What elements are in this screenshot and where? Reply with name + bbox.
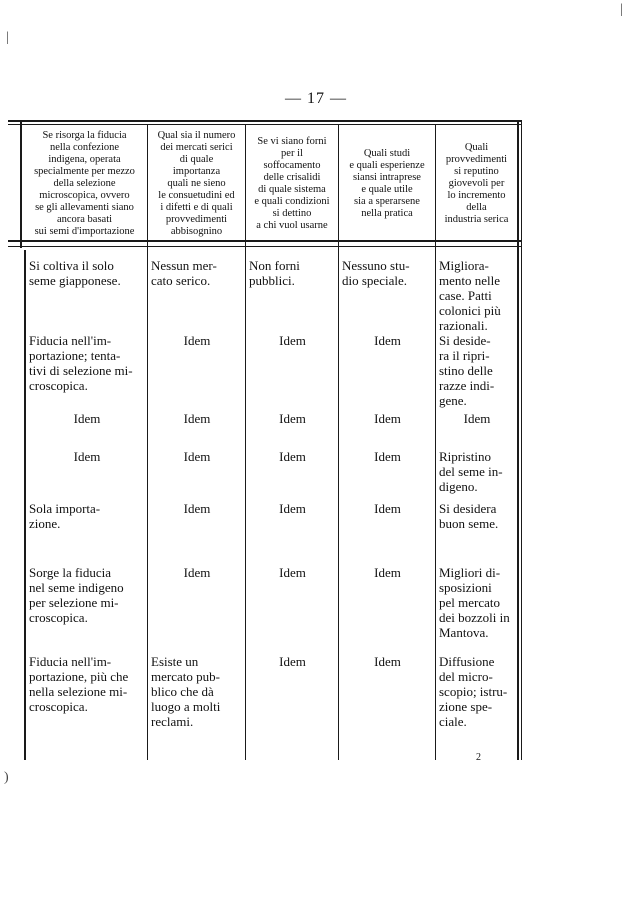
table-cell: Si deside- ra il ripri- stino delle razze indi- gene. <box>439 333 495 408</box>
table-cell: Idem <box>279 449 306 464</box>
table-right-rule <box>517 120 519 760</box>
margin-mark: | <box>620 2 623 17</box>
table-cell: Si coltiva il solo seme giapponese. <box>29 258 121 288</box>
table-cell: Idem <box>183 501 211 516</box>
table-cell: Idem <box>279 411 306 426</box>
table-cell: Esiste un mercato pub- blico che dà luogo a molti reclami. <box>151 654 221 729</box>
table-cell: Nessun mer- cato serico. <box>151 258 217 288</box>
table-left-rule-body <box>24 250 26 760</box>
header-provisions: Quali provvedimenti si reputino giovevoli per lo incremento della industria serica <box>444 142 509 225</box>
header-origin-of-seed: Se risorga la fiducia nella confezione indigena, operata specialmente per mezzo della selezione microscopica, ovvero se gli allevamenti siano ancora basati sui semi d'importazione <box>34 130 135 237</box>
table-cell: Fiducia nell'im- portazione, più che nella selezione mi- croscopica. <box>29 654 129 714</box>
table-cell: Migliora- mento nelle case. Patti colonici più razionali. <box>439 258 501 333</box>
table-cell: Diffusione del micro- scopio; istru- zione spe- ciale. <box>439 654 508 729</box>
header-bottom-rule <box>8 240 522 242</box>
table-cell: Sorge la fiducia nel seme indigeno per selezione mi- croscopica. <box>29 565 124 625</box>
header-silk-markets: Qual sia il numero dei mercati serici di quale importanza quali ne sieno le consuetudini ed i difetti e di quali provvedimenti abbisognino <box>157 130 236 237</box>
table-cell: Nessuno stu- dio speciale. <box>342 258 410 288</box>
table-cell: Idem <box>374 654 401 669</box>
page-number: — 17 — <box>285 90 347 107</box>
table-cell: Si desidera buon seme. <box>439 501 499 531</box>
table-cell: Idem <box>73 449 101 464</box>
table-cell: Non forni pubblici. <box>249 258 300 288</box>
table-cell: Idem <box>279 333 306 348</box>
margin-mark: ) <box>4 770 9 785</box>
table-cell: Idem <box>374 565 401 580</box>
table-cell: Idem <box>463 411 491 426</box>
table-cell: Migliori di- sposizioni pel mercato dei bozzoli in Mantova. <box>439 565 510 640</box>
table-cell: Idem <box>374 411 401 426</box>
table-cell: Idem <box>374 449 401 464</box>
table-cell: Idem <box>279 565 306 580</box>
table-top-rule-inner <box>8 124 522 125</box>
table-cell: Fiducia nell'im- portazione; tenta- tivi di selezione mi- croscopica. <box>29 333 133 393</box>
table-cell: Idem <box>183 333 211 348</box>
table-cell: Idem <box>279 654 306 669</box>
margin-mark: | <box>6 30 9 45</box>
table-cell: Idem <box>183 411 211 426</box>
sheet-signature-number: 2 <box>476 752 481 763</box>
table-cell: Sola importa- zione. <box>29 501 101 531</box>
header-bottom-rule-inner <box>8 246 522 247</box>
table-cell: Idem <box>183 565 211 580</box>
table-cell: Idem <box>374 333 401 348</box>
table-cell: Idem <box>374 501 401 516</box>
table-cell: Ripristino del seme in- digeno. <box>439 449 503 494</box>
table-cell: Idem <box>183 449 211 464</box>
table-top-rule <box>8 120 522 122</box>
table-right-rule-inner <box>521 120 522 760</box>
header-chrysalis-ovens: Se vi siano forni per il soffocamento delle crisalidi di quale sistema e quali condizioni si dettino a chi vuol usarne <box>254 136 330 231</box>
table-cell: Idem <box>279 501 306 516</box>
header-studies: Quali studi e quali esperienze siansi intraprese e quale utile sia a sperarsene nella pratica <box>349 148 425 219</box>
table-cell: Idem <box>73 411 101 426</box>
